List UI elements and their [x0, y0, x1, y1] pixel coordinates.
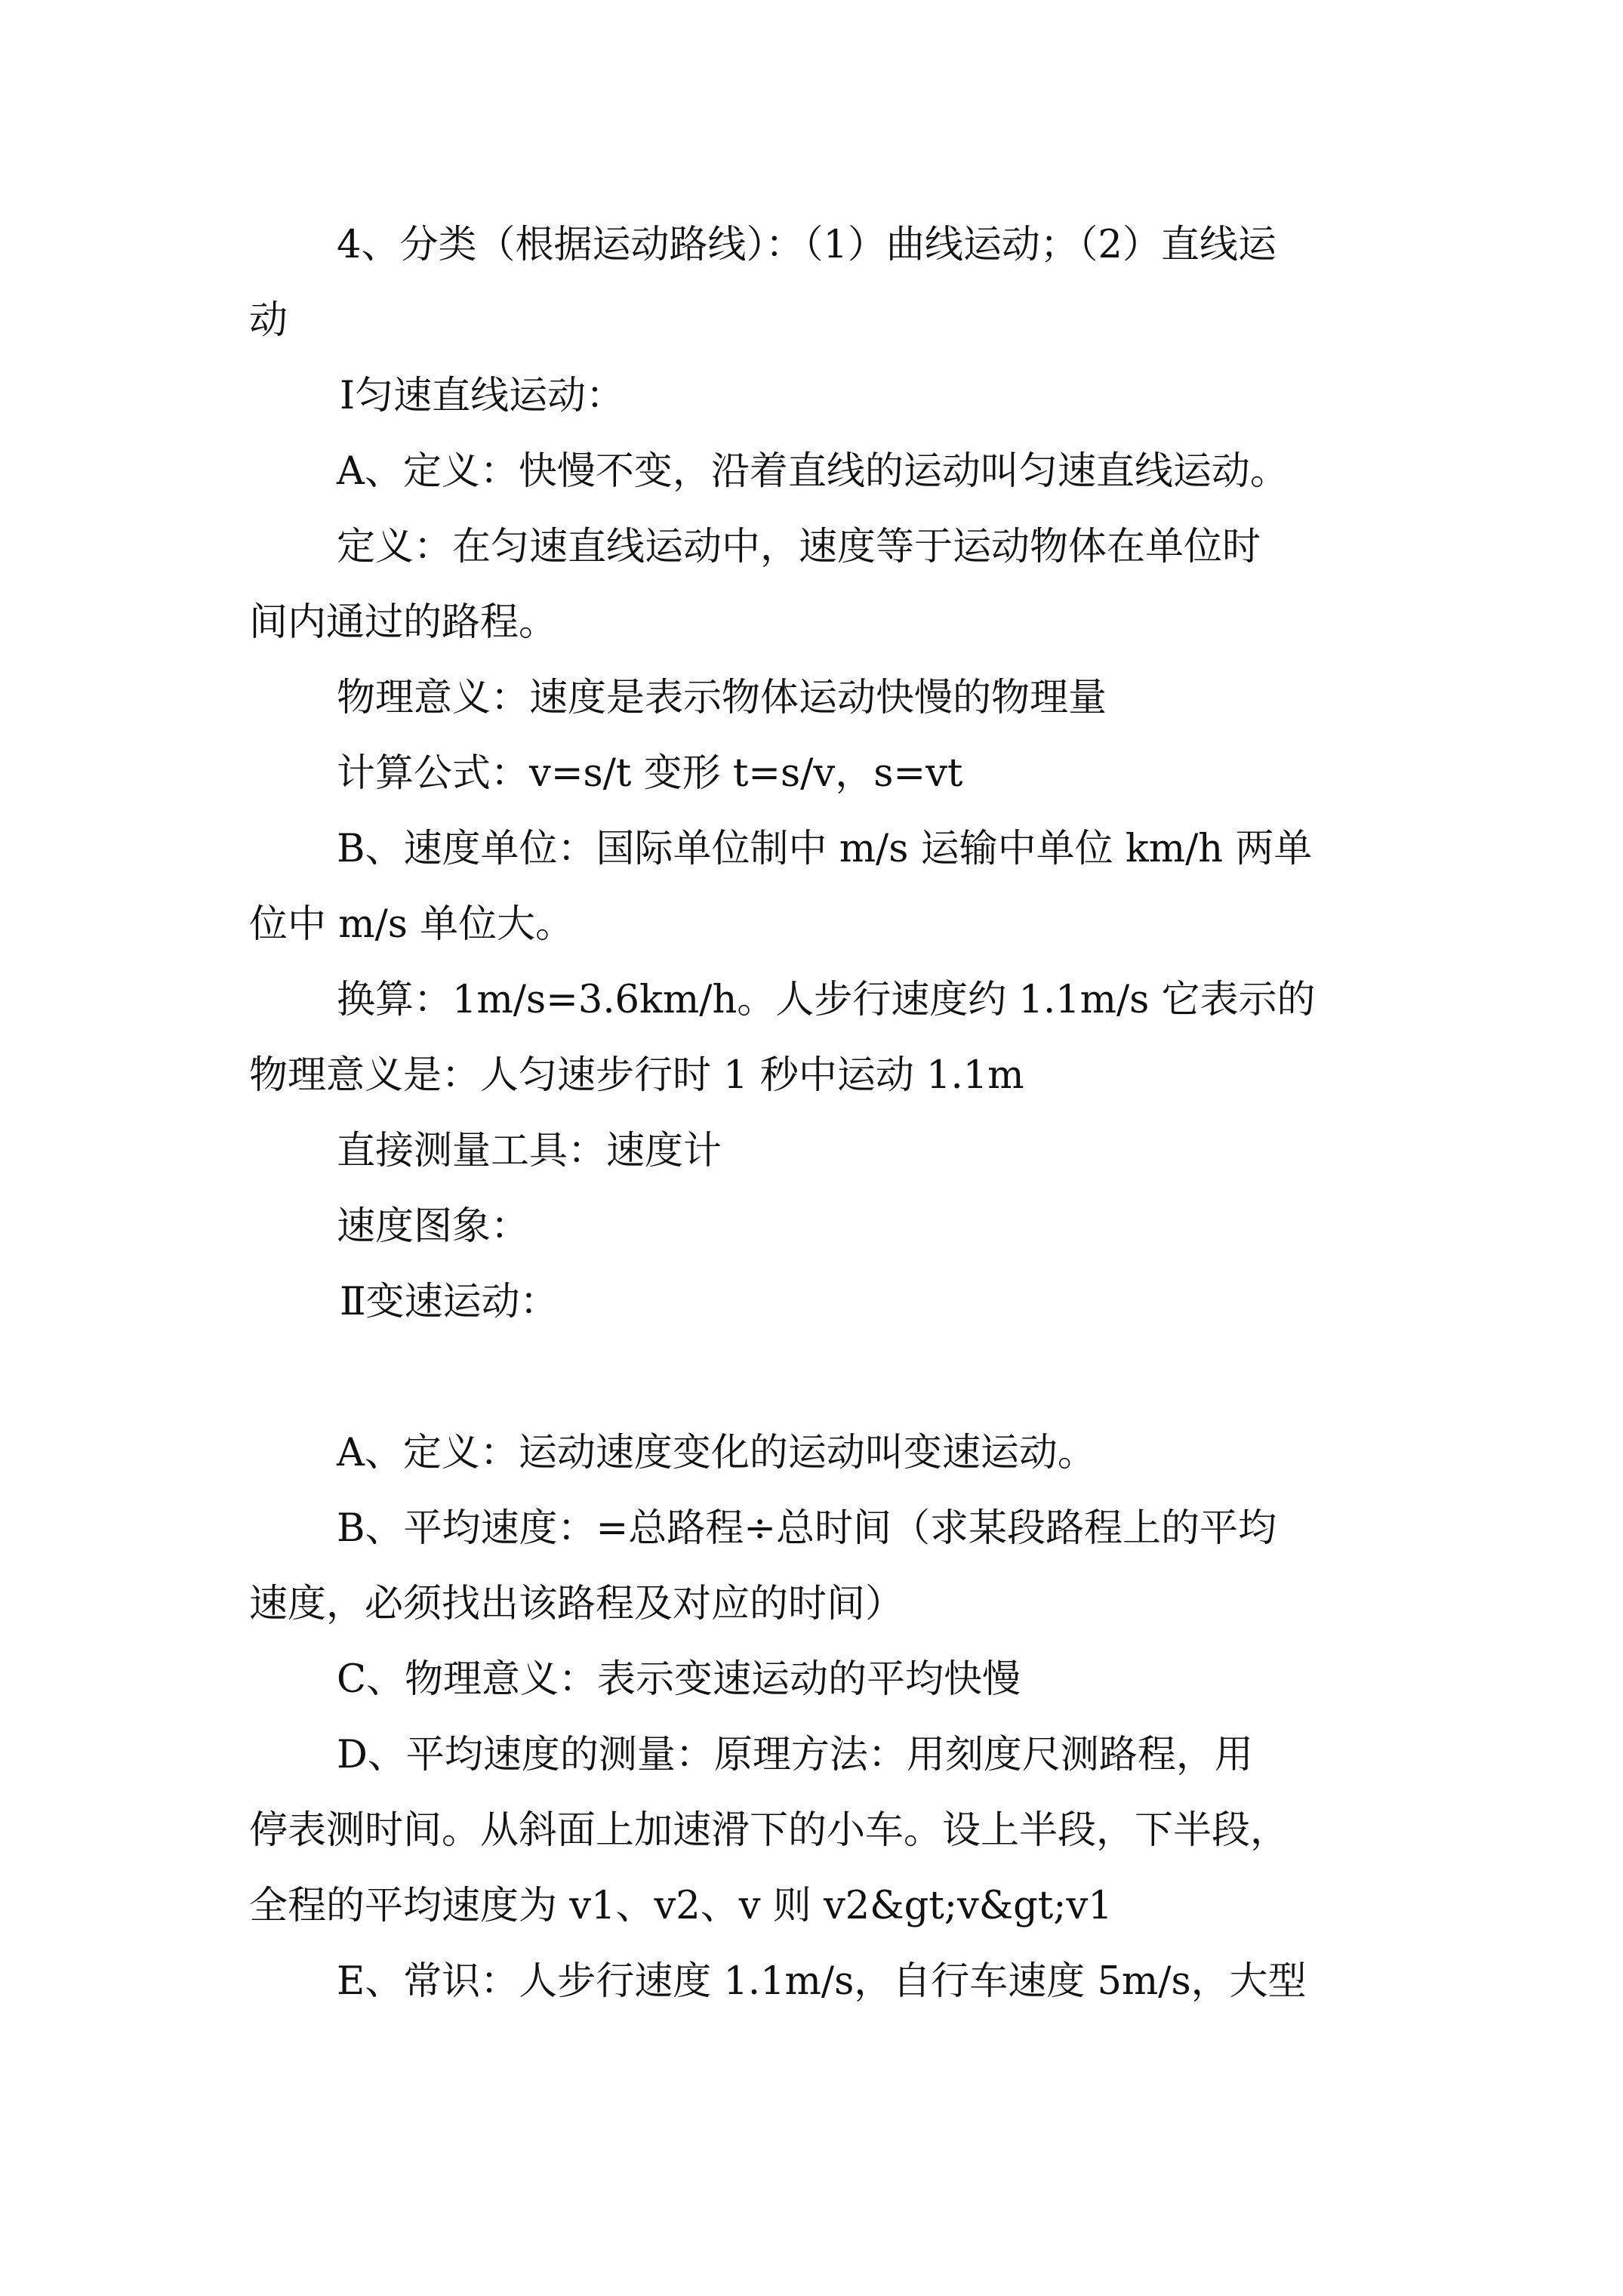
heading-variable-motion: Ⅱ变速运动：: [340, 1280, 559, 1324]
text-line-speed-definition-cont: 间内通过的路程。: [249, 600, 558, 645]
text-line-conversion-cont: 物理意义是：人匀速步行时 1 秒中运动 1.1m: [249, 1053, 1024, 1098]
text-line-average-speed-measurement-cont: 停表测时间。从斜面上加速滑下的小车。设上半段，下半段，: [249, 1808, 1289, 1853]
text-line-variable-definition: A、定义：运动速度变化的运动叫变速运动。: [337, 1431, 1096, 1475]
text-line-classification: 4、分类（根据运动路线）：（1）曲线运动；（2）直线运: [337, 223, 1277, 267]
text-line-speed-definition: 定义：在匀速直线运动中，速度等于运动物体在单位时: [337, 525, 1261, 569]
text-line-definition-a: A、定义：快慢不变，沿着直线的运动叫匀速直线运动。: [337, 449, 1289, 494]
text-line-speed-graph: 速度图象：: [337, 1204, 530, 1249]
text-line-formula: 计算公式：v=s/t 变形 t=s/v，s=vt: [337, 751, 963, 796]
text-line-measuring-tool: 直接测量工具：速度计: [337, 1129, 722, 1173]
text-line-average-speed-cont: 速度，必须找出该路程及对应的时间）: [249, 1582, 904, 1626]
heading-uniform-motion: Ⅰ匀速直线运动：: [340, 374, 625, 418]
text-line-classification-cont: 动: [249, 298, 288, 343]
text-line-average-speed: B、平均速度：=总路程÷总时间（求某段路程上的平均: [337, 1506, 1277, 1551]
text-line-common-knowledge: E、常识：人步行速度 1.1m/s，自行车速度 5m/s，大型: [337, 1959, 1307, 2004]
text-line-average-speed-measurement: D、平均速度的测量：原理方法：用刻度尺测路程，用: [337, 1733, 1253, 1777]
text-line-average-speed-measurement-cont2: 全程的平均速度为 v1、v2、v 则 v2&gt;v&gt;v1: [249, 1884, 1113, 1928]
text-line-variable-physical-meaning: C、物理意义：表示变速运动的平均快慢: [337, 1657, 1021, 1702]
text-line-conversion: 换算：1m/s=3.6km/h。人步行速度约 1.1m/s 它表示的: [337, 978, 1316, 1022]
text-line-physical-meaning: 物理意义：速度是表示物体运动快慢的物理量: [337, 676, 1107, 720]
text-line-speed-units-cont: 位中 m/s 单位大。: [249, 902, 574, 947]
text-line-speed-units: B、速度单位：国际单位制中 m/s 运输中单位 km/h 两单: [337, 827, 1313, 871]
